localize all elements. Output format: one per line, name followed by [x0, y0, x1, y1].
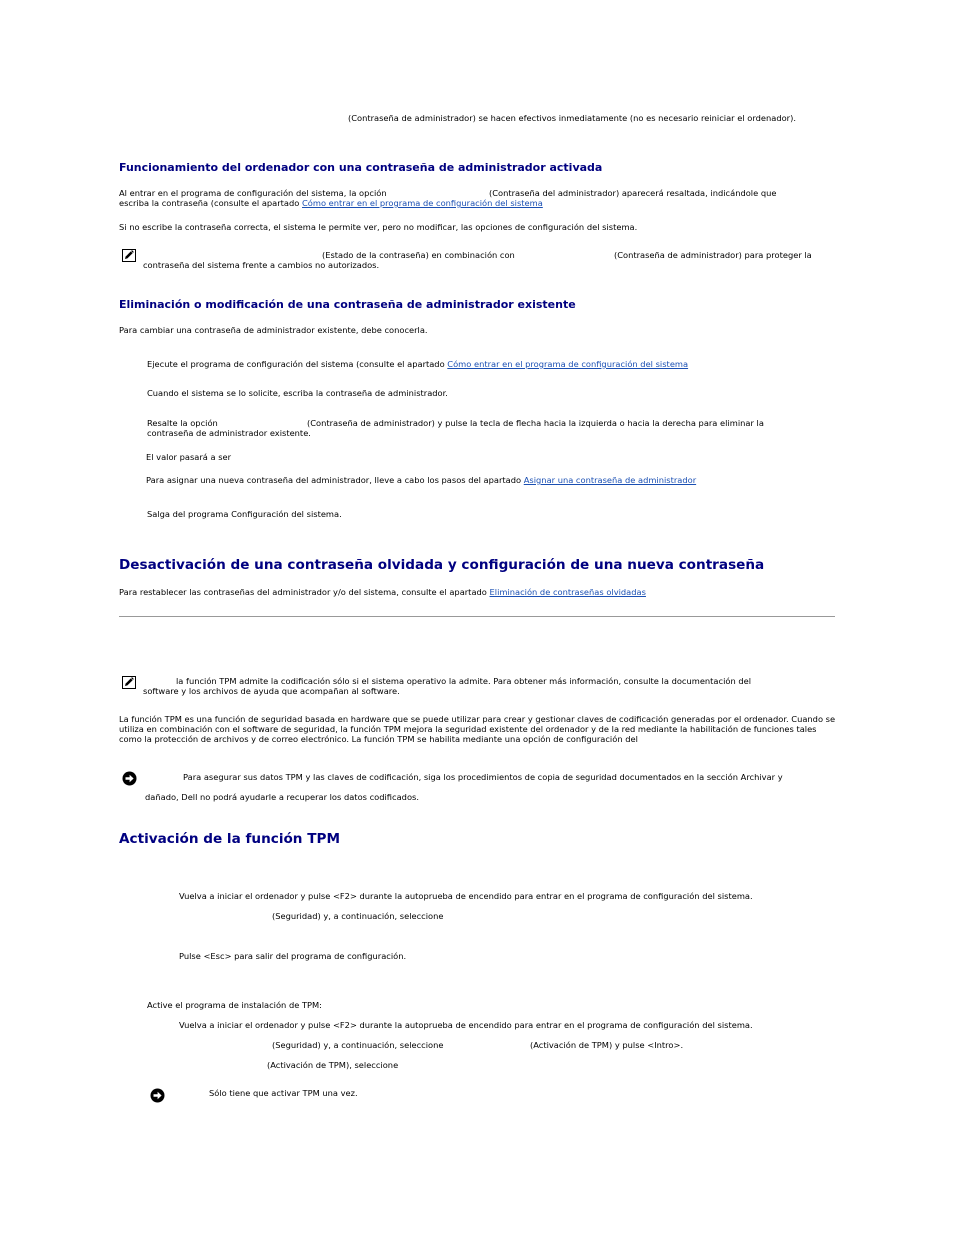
remove-step-4: Salga del programa Configuración del sistema. — [147, 509, 342, 519]
remove-step-3-part3: contraseña de administrador existente. — [147, 428, 311, 438]
activate-step-restart: Vuelva a iniciar el ordenador y pulse <F2> durante la autoprueba de encendido para entrar en el programa de configuración del sistema. — [179, 891, 753, 901]
forgot-text: Para restablecer las contraseñas del administrador y/o del sistema, consulte el apartado — [119, 587, 487, 597]
remove-step-3-part2: (Contraseña de administrador) y pulse la tecla de flecha hacia la izquierda o hacia la derecha para eliminar la — [307, 418, 764, 428]
link-enter-setup-2[interactable]: Cómo entrar en el programa de configuración del sistema — [447, 359, 689, 369]
remove-assign-text: Para asignar una nueva contraseña del administrador, lleve a cabo los pasos del apartado — [146, 475, 522, 485]
link-assign-admin-password[interactable]: Asignar una contraseña de administrador — [523, 475, 697, 485]
note-pencil-icon — [122, 249, 136, 262]
working-paragraph-part3: escriba la contraseña (consulte el apartado — [119, 198, 300, 208]
tpm-notice-line1: Para asegurar sus datos TPM y las claves de codificación, siga los procedimientos de copia de seguridad documentados en la sección Archivar y — [183, 772, 783, 782]
heading-remove-admin-password: Eliminación o modificación de una contraseña de administrador existente — [119, 298, 576, 311]
heading-working-admin-password: Funcionamiento del ordenador con una contraseña de administrador activada — [119, 161, 603, 174]
remove-value-line: El valor pasará a ser — [146, 452, 232, 462]
forgot-line — [119, 587, 646, 597]
working-paragraph-part2: (Contraseña del administrador) aparecerá resaltada, indicándole que — [489, 188, 777, 198]
heading-activate-tpm: Activación de la función TPM — [119, 831, 340, 847]
section-divider — [119, 616, 835, 617]
note-pencil-icon — [122, 676, 136, 689]
heading-forgotten-password: Desactivación de una contraseña olvidada y configuración de una nueva contraseña — [119, 557, 765, 573]
activate-step-tpm-activation: (Activación de TPM) y pulse <Intro>. — [530, 1040, 684, 1050]
tpm-paragraph: La función TPM es una función de seguridad basada en hardware que se puede utilizar para crear y gestionar claves de codificación generadas por el ordenador. Cuando se utiliza en combinación con el software de seguridad, la función TPM mejora la seguridad existente del ordenador y de la red mediante la habilitación de funciones tales como la protección de archivos y de correo electrónico. La función TPM se habilita mediante una opción de configuración del — [119, 714, 836, 744]
activate-notice: Sólo tiene que activar TPM una vez. — [209, 1088, 358, 1098]
note-password-status: (Estado de la contraseña) en combinación con — [322, 250, 515, 260]
remove-step-1 — [147, 359, 688, 369]
activate-step-install: Active el programa de instalación de TPM: — [147, 1000, 322, 1010]
intro-line: (Contraseña de administrador) se hacen efectivos inmediatamente (no es necesario reiniciar el ordenador). — [348, 113, 796, 123]
notice-arrow-icon — [122, 771, 137, 786]
note-admin-password: (Contraseña de administrador) para proteger la — [614, 250, 812, 260]
link-enter-setup[interactable]: Cómo entrar en el programa de configuración del sistema — [302, 198, 543, 208]
activate-step-security: (Seguridad) y, a continuación, seleccione — [272, 911, 444, 921]
link-forgotten-passwords[interactable]: Eliminación de contraseñas olvidadas — [489, 587, 646, 597]
working-paragraph-part1: Al entrar en el programa de configuración del sistema, la opción — [119, 188, 387, 198]
tpm-note-line2: software y los archivos de ayuda que acompañan al software. — [143, 686, 400, 696]
activate-step-select: (Activación de TPM), seleccione — [267, 1060, 399, 1070]
remove-step-2: Cuando el sistema se lo solicite, escriba la contraseña de administrador. — [147, 388, 448, 398]
remove-intro: Para cambiar una contraseña de administrador existente, debe conocerla. — [119, 325, 428, 335]
notice-arrow-icon — [150, 1088, 165, 1103]
note-protect-line: contraseña del sistema frente a cambios no autorizados. — [143, 260, 380, 270]
tpm-note-line1: la función TPM admite la codificación sólo si el sistema operativo la admite. Para obtener más información, consulte la documentación del — [176, 676, 752, 686]
remove-assign-line — [146, 475, 696, 485]
tpm-notice-line2: dañado, Dell no podrá ayudarle a recuperar los datos codificados. — [145, 792, 419, 802]
working-paragraph-2: Si no escribe la contraseña correcta, el sistema le permite ver, pero no modificar, las opciones de configuración del sistema. — [119, 222, 638, 232]
working-paragraph-line2 — [119, 198, 543, 208]
activate-step-security-2: (Seguridad) y, a continuación, seleccione — [272, 1040, 444, 1050]
activate-step-esc: Pulse <Esc> para salir del programa de configuración. — [179, 951, 407, 961]
activate-step-restart-2: Vuelva a iniciar el ordenador y pulse <F2> durante la autoprueba de encendido para entrar en el programa de configuración del sistema. — [179, 1020, 753, 1030]
remove-step-3-part1: Resalte la opción — [147, 418, 218, 428]
remove-step-1-text: Ejecute el programa de configuración del sistema (consulte el apartado — [147, 359, 445, 369]
